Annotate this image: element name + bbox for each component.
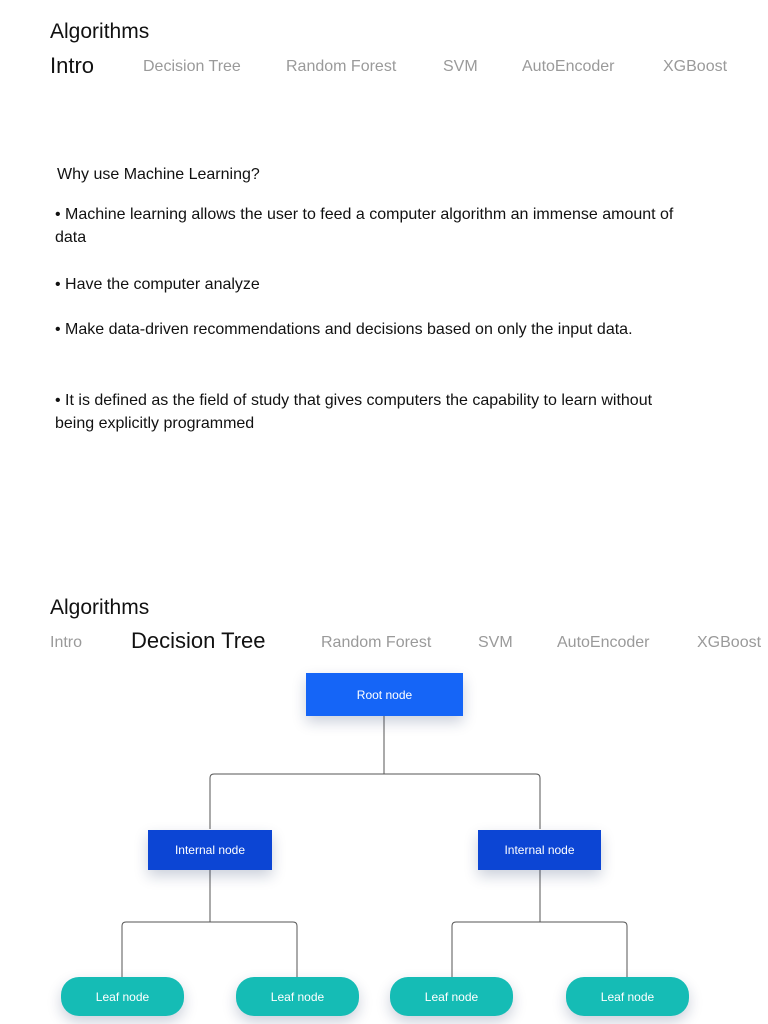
tab-autoencoder[interactable]: AutoEncoder — [522, 58, 615, 75]
connector-line — [122, 922, 297, 977]
bullet-text: • Machine learning allows the user to feed a computer algorithm an immense amount of data — [55, 206, 674, 246]
tab-xgboost[interactable]: XGBoost — [697, 634, 762, 651]
bullet-text: • Make data-driven recommendations and decisions based on only the input data. — [55, 321, 633, 338]
leaf-node: Leaf node — [61, 977, 184, 1016]
tab-svm[interactable]: SVM — [443, 58, 478, 75]
internal-node: Internal node — [478, 830, 601, 870]
tab-xgboost[interactable]: XGBoost — [663, 58, 728, 75]
tab-autoencoder[interactable]: AutoEncoder — [557, 634, 650, 651]
leaf-node: Leaf node — [566, 977, 689, 1016]
root-node: Root node — [306, 673, 463, 716]
intro-question: Why use Machine Learning? — [57, 166, 260, 183]
connector-line — [210, 774, 540, 829]
tab-intro[interactable]: Intro — [50, 53, 95, 78]
tab-intro[interactable]: Intro — [50, 634, 83, 651]
bullet-text: • It is defined as the field of study that gives computers the capability to learn without being explicitly programmed — [55, 392, 653, 432]
bullet-item — [55, 389, 675, 435]
bullet-item — [55, 273, 695, 296]
tab-decision-tree[interactable]: Decision Tree — [143, 58, 241, 75]
section-title: Algorithms — [50, 20, 150, 43]
leaf-node: Leaf node — [236, 977, 359, 1016]
internal-node: Internal node — [148, 830, 272, 870]
tab-decision-tree[interactable]: Decision Tree — [131, 628, 266, 653]
bullet-item — [55, 203, 695, 249]
decision-tree-diagram — [0, 660, 768, 1024]
section-title: Algorithms — [50, 596, 150, 619]
tab-svm[interactable]: SVM — [478, 634, 513, 651]
tab-random-forest[interactable]: Random Forest — [286, 58, 397, 75]
bullet-text: • Have the computer analyze — [55, 276, 260, 293]
bullet-item — [55, 318, 695, 341]
tab-random-forest[interactable]: Random Forest — [321, 634, 432, 651]
leaf-node: Leaf node — [390, 977, 513, 1016]
connector-line — [452, 922, 627, 977]
